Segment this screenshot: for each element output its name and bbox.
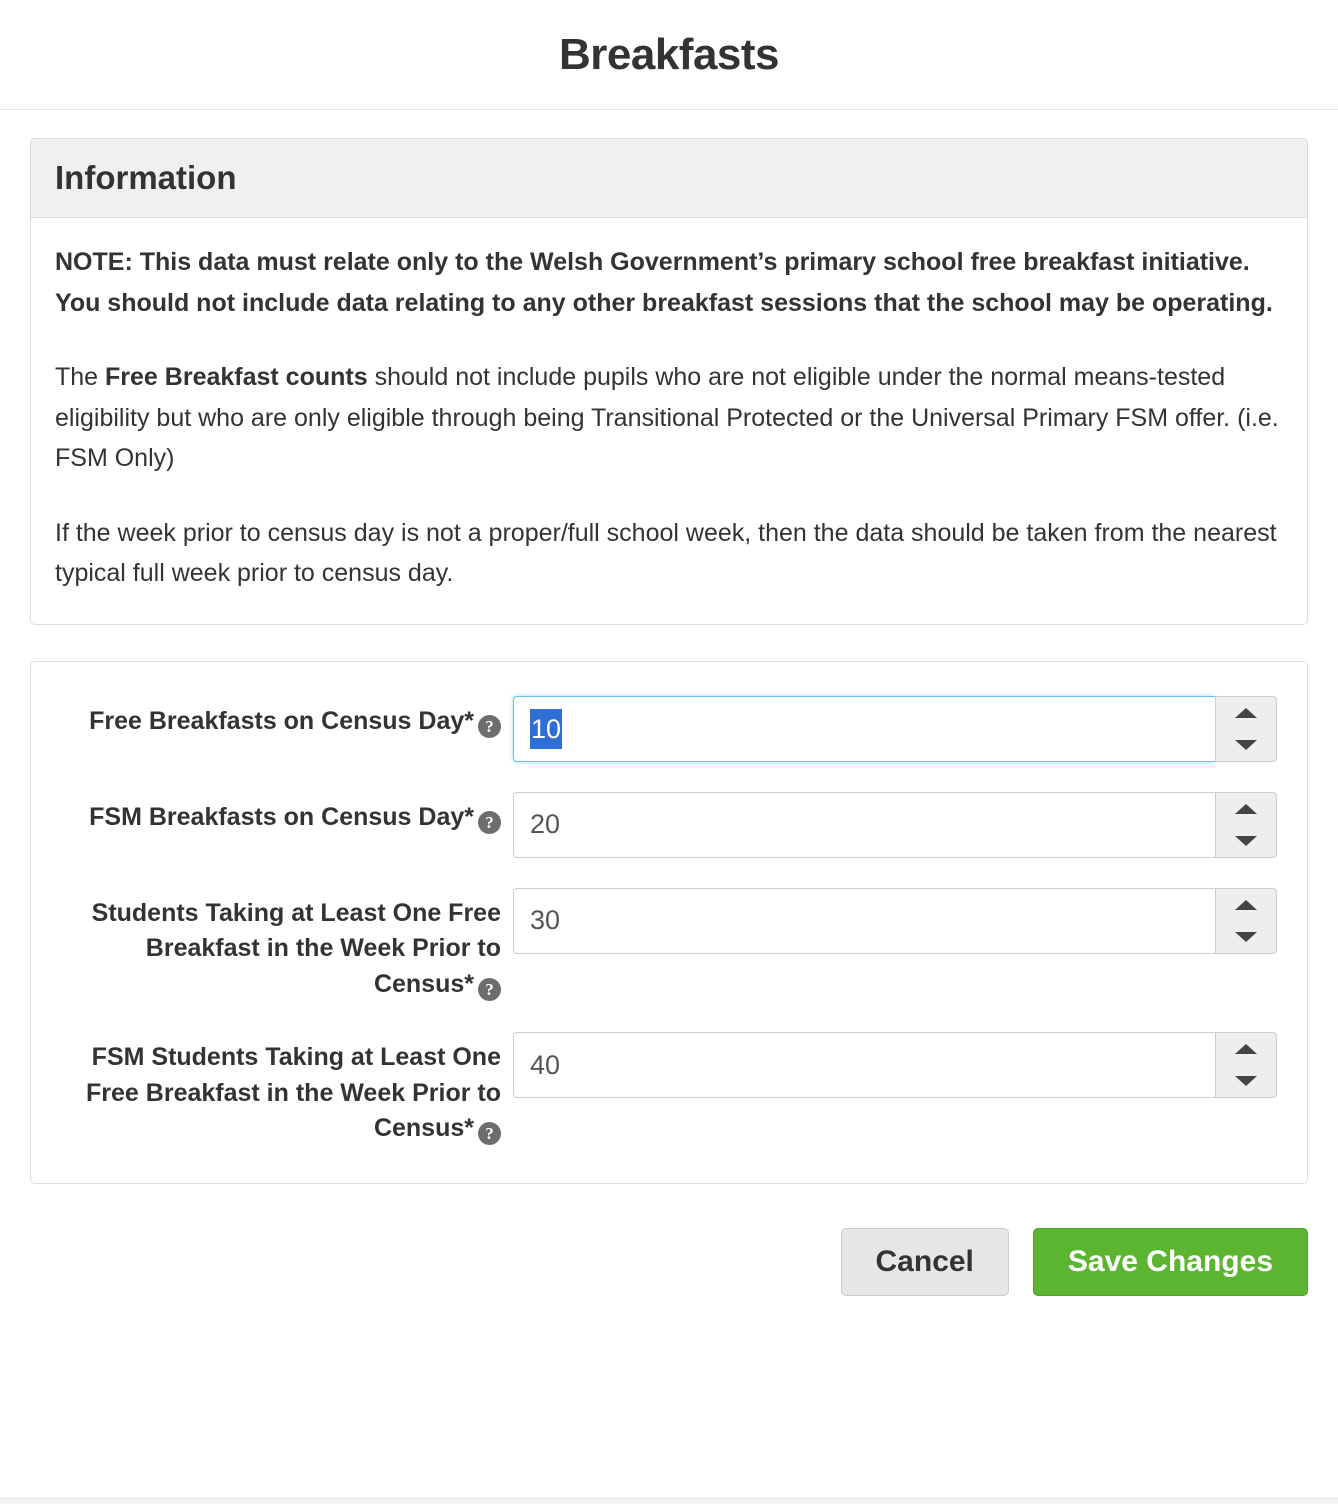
label-text: Free Breakfasts on Census Day* [89,706,474,735]
paragraph2-pre: The [55,363,106,391]
spinner-down-icon[interactable] [1216,825,1276,857]
input-wrap-fsm-breakfasts-census-day [513,792,1277,858]
input-wrap-students-one-free-breakfast [513,888,1277,954]
help-icon[interactable]: ? [478,811,501,834]
spinner-fsm-breakfasts-census-day [1215,792,1277,858]
form-row-free-breakfasts-census-day [51,692,1277,762]
modal-body [0,110,1338,1184]
information-note: NOTE: This data must relate only to the Welsh Government’s primary school free breakfast initiative. You should not include data relating to any other breakfast sessions that the school may be operating. [55,248,1273,317]
label-fsm-students-one-free-breakfast [51,1028,513,1147]
spinner-up-icon[interactable] [1216,889,1276,921]
paragraph2-strong: Free Breakfast counts [105,363,368,391]
modal-header [0,0,1338,110]
label-free-breakfasts-census-day [51,692,513,740]
input-students-one-free-breakfast[interactable] [513,888,1215,954]
spinner-up-icon[interactable] [1216,793,1276,825]
help-icon[interactable]: ? [478,715,501,738]
label-students-one-free-breakfast [51,884,513,1003]
cancel-button[interactable]: Cancel [841,1228,1009,1296]
help-icon[interactable]: ? [478,978,501,1001]
help-icon[interactable]: ? [478,1122,501,1145]
breakfast-form-panel [30,661,1308,1184]
footer-divider [0,1498,1338,1504]
modal-footer [0,1228,1338,1320]
page-title: Breakfasts [558,29,780,79]
form-row-fsm-students-one-free-breakfast [51,1028,1277,1147]
input-fsm-students-one-free-breakfast[interactable] [513,1032,1215,1098]
label-text: FSM Breakfasts on Census Day* [89,802,474,831]
spinner-down-icon[interactable] [1216,1065,1276,1097]
spinner-down-icon[interactable] [1216,921,1276,953]
form-row-students-one-free-breakfast [51,884,1277,1003]
spinner-down-icon[interactable] [1216,729,1276,761]
spinner-fsm-students-one-free-breakfast [1215,1032,1277,1098]
input-free-breakfasts-census-day[interactable] [513,696,1215,762]
information-panel-heading [31,139,1307,218]
information-heading-label: Information [55,159,237,196]
save-changes-button[interactable]: Save Changes [1033,1228,1308,1296]
input-wrap-fsm-students-one-free-breakfast [513,1032,1277,1098]
input-selection-highlight: 10 [530,709,562,749]
information-panel [30,138,1308,625]
label-fsm-breakfasts-census-day [51,788,513,836]
information-paragraph-3: If the week prior to census day is not a proper/full school week, then the data should be taken from the nearest typical full week prior to census day. [55,518,1277,587]
paragraph2-post: should not include pupils who are not eligible under the normal means-tested eligibility but who are only eligible through being Transitional Protected or the Universal Primary FSM offer. (i.e. FSM Only) [55,363,1279,472]
spinner-free-breakfasts-census-day [1215,696,1277,762]
information-panel-body [31,218,1307,624]
label-text: FSM Students Taking at Least One Free Breakfast in the Week Prior to Census* [86,1043,501,1142]
spinner-up-icon[interactable] [1216,697,1276,729]
information-paragraph-2 [55,357,1283,479]
spinner-up-icon[interactable] [1216,1033,1276,1065]
label-text: Students Taking at Least One Free Breakfast in the Week Prior to Census* [91,898,501,998]
input-wrap-free-breakfasts-census-day [513,696,1277,762]
input-fsm-breakfasts-census-day[interactable] [513,792,1215,858]
spinner-students-one-free-breakfast [1215,888,1277,954]
form-row-fsm-breakfasts-census-day [51,788,1277,858]
